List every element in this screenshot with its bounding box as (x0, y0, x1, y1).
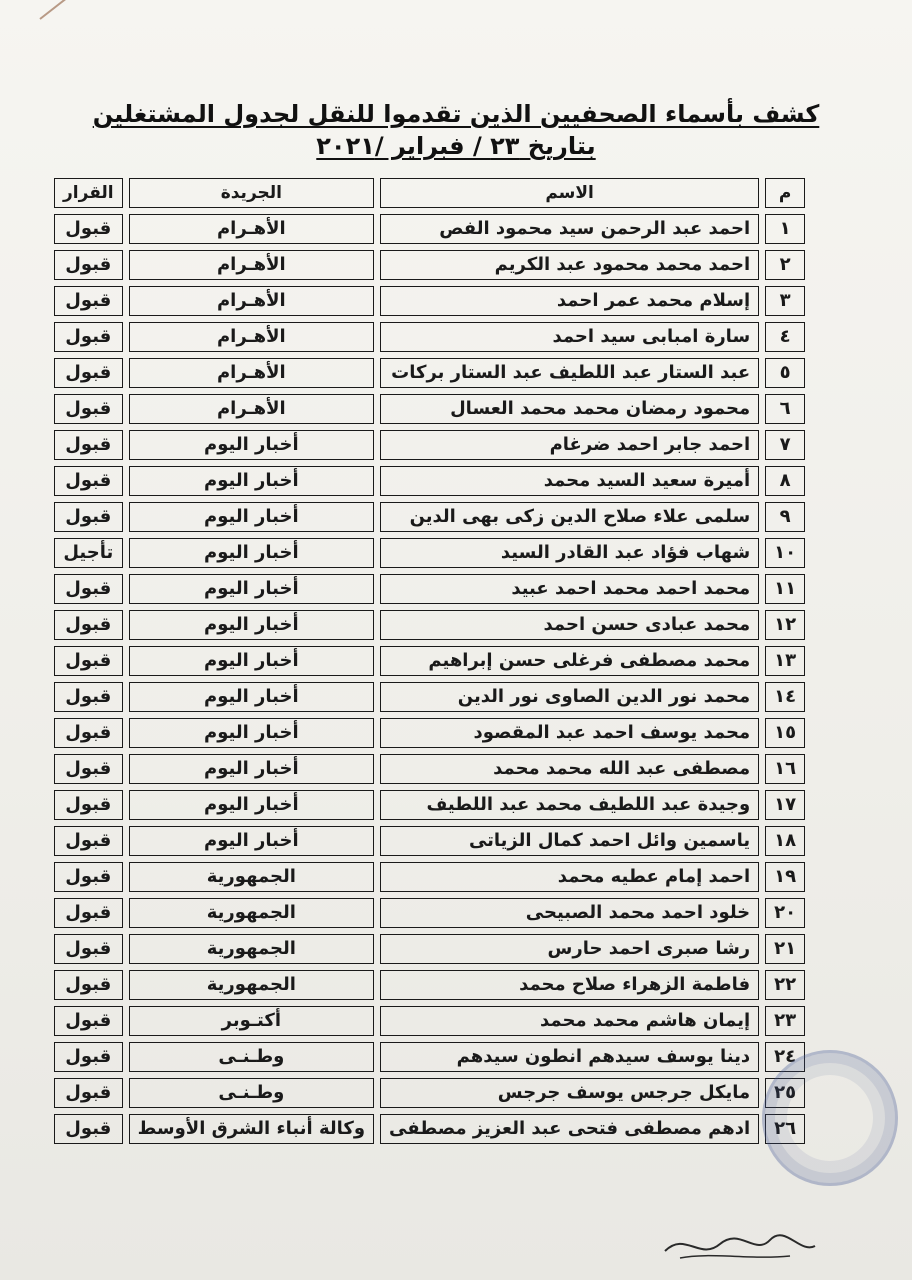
row-number: ١١ (765, 574, 805, 604)
title-date-line: بتاريخ ٢٣ / فبراير /٢٠٢١ (316, 132, 596, 160)
row-name: محمد عبادى حسن احمد (380, 610, 759, 640)
table-row (54, 646, 805, 676)
row-newspaper: الأهـرام (129, 214, 374, 244)
row-name: أميرة سعيد السيد محمد (380, 466, 759, 496)
row-number: ١ (765, 214, 805, 244)
table-row (54, 250, 805, 280)
row-number: ٢٦ (765, 1114, 805, 1144)
row-decision: قبول (54, 970, 123, 1000)
row-newspaper: الأهـرام (129, 358, 374, 388)
row-newspaper: أخبار اليوم (129, 790, 374, 820)
row-decision: قبول (54, 1078, 123, 1108)
table-row (54, 934, 805, 964)
table-body (54, 214, 805, 1144)
row-name: احمد إمام عطيه محمد (380, 862, 759, 892)
row-newspaper: وطـنـى (129, 1078, 374, 1108)
row-name: محمد يوسف احمد عبد المقصود (380, 718, 759, 748)
row-newspaper: أخبار اليوم (129, 610, 374, 640)
table-row (54, 430, 805, 460)
row-decision: قبول (54, 502, 123, 532)
row-number: ٢٢ (765, 970, 805, 1000)
row-decision: قبول (54, 610, 123, 640)
pen-mark (39, 0, 72, 20)
row-newspaper: أخبار اليوم (129, 538, 374, 568)
row-number: ٣ (765, 286, 805, 316)
table-row (54, 718, 805, 748)
row-decision: قبول (54, 322, 123, 352)
row-newspaper: الجمهورية (129, 898, 374, 928)
row-newspaper: الأهـرام (129, 250, 374, 280)
signature-scribble (660, 1226, 820, 1266)
header-newspaper: الجريدة (129, 178, 374, 208)
row-name: وجيدة عبد اللطيف محمد عبد اللطيف (380, 790, 759, 820)
row-number: ٢٣ (765, 1006, 805, 1036)
header-decision: القرار (54, 178, 123, 208)
row-newspaper: الأهـرام (129, 286, 374, 316)
row-number: ٩ (765, 502, 805, 532)
document-title (0, 100, 912, 160)
table-row (54, 214, 805, 244)
row-decision: قبول (54, 826, 123, 856)
row-decision: قبول (54, 250, 123, 280)
row-number: ٥ (765, 358, 805, 388)
row-newspaper: أخبار اليوم (129, 718, 374, 748)
title-line-1: كشف بأسماء الصحفيين الذين تقدموا للنقل لجدول المشتغلين (92, 100, 820, 128)
row-number: ١٤ (765, 682, 805, 712)
row-name: فاطمة الزهراء صلاح محمد (380, 970, 759, 1000)
table-row (54, 790, 805, 820)
table-row (54, 826, 805, 856)
row-number: ١٦ (765, 754, 805, 784)
header-name: الاسم (380, 178, 759, 208)
row-number: ٢٤ (765, 1042, 805, 1072)
table-row (54, 970, 805, 1000)
row-decision: قبول (54, 430, 123, 460)
row-name: احمد عبد الرحمن سيد محمود الفص (380, 214, 759, 244)
row-decision: قبول (54, 754, 123, 784)
row-name: احمد جابر احمد ضرغام (380, 430, 759, 460)
row-newspaper: وكالة أنباء الشرق الأوسط (129, 1114, 374, 1144)
table-row (54, 286, 805, 316)
row-number: ٨ (765, 466, 805, 496)
row-decision: قبول (54, 1114, 123, 1144)
row-decision: قبول (54, 574, 123, 604)
row-number: ١٢ (765, 610, 805, 640)
table-row (54, 1114, 805, 1144)
row-newspaper: الجمهورية (129, 862, 374, 892)
row-name: ياسمين وائل احمد كمال الزياتى (380, 826, 759, 856)
row-name: شهاب فؤاد عبد القادر السيد (380, 538, 759, 568)
table-row (54, 898, 805, 928)
table-row (54, 1006, 805, 1036)
table-row (54, 538, 805, 568)
row-name: إسلام محمد عمر احمد (380, 286, 759, 316)
row-newspaper: أكتـوبر (129, 1006, 374, 1036)
row-number: ٧ (765, 430, 805, 460)
table-row (54, 502, 805, 532)
table-header-row (54, 178, 805, 208)
row-newspaper: الأهـرام (129, 394, 374, 424)
row-decision: قبول (54, 286, 123, 316)
row-name: ادهم مصطفى فتحى عبد العزيز مصطفى (380, 1114, 759, 1144)
journalists-table (48, 172, 811, 1150)
row-number: ٦ (765, 394, 805, 424)
header-number: م (765, 178, 805, 208)
row-decision: قبول (54, 1006, 123, 1036)
row-newspaper: الجمهورية (129, 970, 374, 1000)
row-number: ١٣ (765, 646, 805, 676)
row-decision: قبول (54, 682, 123, 712)
row-newspaper: أخبار اليوم (129, 574, 374, 604)
table-row (54, 574, 805, 604)
row-name: خلود احمد محمد الصبيحى (380, 898, 759, 928)
table-row (54, 322, 805, 352)
row-newspaper: أخبار اليوم (129, 682, 374, 712)
row-name: سلمى علاء صلاح الدين زكى بهى الدين (380, 502, 759, 532)
row-number: ٤ (765, 322, 805, 352)
row-number: ١٩ (765, 862, 805, 892)
row-number: ١٨ (765, 826, 805, 856)
table-row (54, 862, 805, 892)
row-name: محمد نور الدين الصاوى نور الدين (380, 682, 759, 712)
row-name: دينا يوسف سيدهم انطون سيدهم (380, 1042, 759, 1072)
table-row (54, 466, 805, 496)
table-row (54, 394, 805, 424)
table-row (54, 682, 805, 712)
row-name: مصطفى عبد الله محمد محمد (380, 754, 759, 784)
row-number: ١٧ (765, 790, 805, 820)
row-decision: قبول (54, 358, 123, 388)
row-decision: قبول (54, 646, 123, 676)
row-newspaper: أخبار اليوم (129, 502, 374, 532)
table-row (54, 1042, 805, 1072)
row-name: محمد احمد محمد احمد عبيد (380, 574, 759, 604)
row-name: عبد الستار عبد اللطيف عبد الستار بركات (380, 358, 759, 388)
row-number: ١٥ (765, 718, 805, 748)
row-newspaper: أخبار اليوم (129, 430, 374, 460)
row-name: رشا صبرى احمد حارس (380, 934, 759, 964)
row-name: محمد مصطفى فرغلى حسن إبراهيم (380, 646, 759, 676)
row-decision: قبول (54, 934, 123, 964)
table-row (54, 754, 805, 784)
row-decision: قبول (54, 1042, 123, 1072)
row-newspaper: أخبار اليوم (129, 754, 374, 784)
row-decision: قبول (54, 790, 123, 820)
row-newspaper: أخبار اليوم (129, 826, 374, 856)
row-number: ٢ (765, 250, 805, 280)
table-row (54, 1078, 805, 1108)
row-decision: قبول (54, 862, 123, 892)
row-name: احمد محمد محمود عبد الكريم (380, 250, 759, 280)
row-decision: قبول (54, 466, 123, 496)
row-newspaper: الجمهورية (129, 934, 374, 964)
row-decision: تأجيل (54, 538, 123, 568)
row-decision: قبول (54, 718, 123, 748)
row-number: ٢١ (765, 934, 805, 964)
union-stamp (762, 1050, 898, 1186)
row-number: ٢٥ (765, 1078, 805, 1108)
row-newspaper: أخبار اليوم (129, 646, 374, 676)
row-number: ١٠ (765, 538, 805, 568)
row-number: ٢٠ (765, 898, 805, 928)
row-decision: قبول (54, 394, 123, 424)
row-newspaper: أخبار اليوم (129, 466, 374, 496)
row-newspaper: وطـنـى (129, 1042, 374, 1072)
row-decision: قبول (54, 898, 123, 928)
row-decision: قبول (54, 214, 123, 244)
row-newspaper: الأهـرام (129, 322, 374, 352)
table-row (54, 358, 805, 388)
row-name: محمود رمضان محمد محمد العسال (380, 394, 759, 424)
row-name: إيمان هاشم محمد محمد (380, 1006, 759, 1036)
row-name: سارة امبابى سيد احمد (380, 322, 759, 352)
row-name: مايكل جرجس يوسف جرجس (380, 1078, 759, 1108)
table-row (54, 610, 805, 640)
